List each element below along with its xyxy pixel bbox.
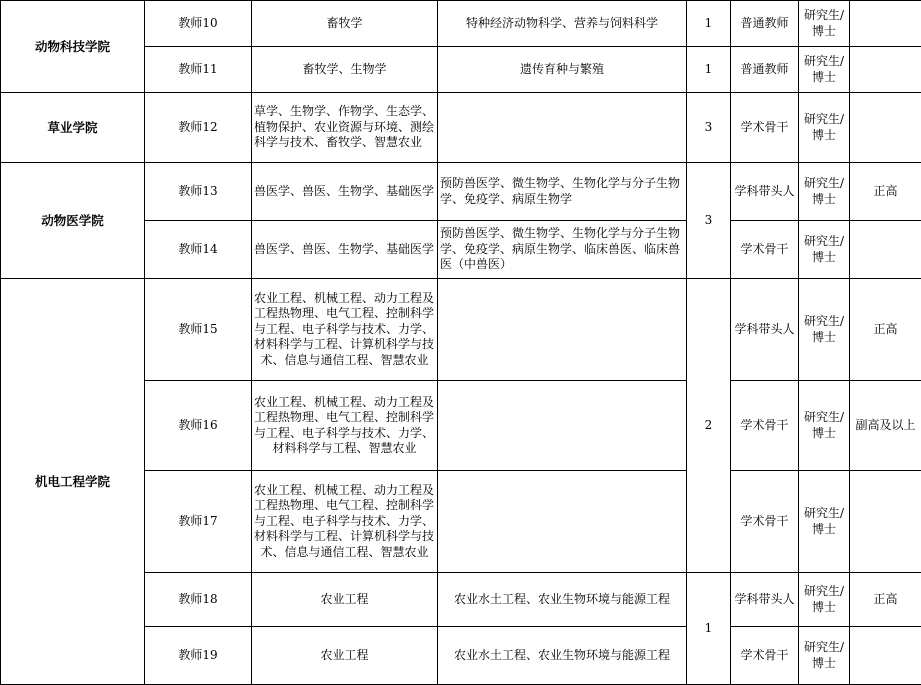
title-requirement bbox=[850, 47, 921, 93]
degree-requirement: 研究生/博士 bbox=[799, 471, 850, 573]
degree-requirement: 研究生/博士 bbox=[799, 573, 850, 627]
headcount: 2 bbox=[687, 279, 731, 573]
title-requirement bbox=[850, 627, 921, 685]
undergrad-major: 农业工程、机械工程、动力工程及工程热物理、电气工程、控制科学与工程、电子科学与技术、力学、材料科学与工程、计算机科学与技术、信息与通信工程、智慧农业 bbox=[252, 279, 438, 381]
grad-major bbox=[438, 381, 687, 471]
title-requirement bbox=[850, 1, 921, 47]
degree-requirement: 研究生/博士 bbox=[799, 279, 850, 381]
title-requirement bbox=[850, 221, 921, 279]
grad-major: 农业水土工程、农业生物环境与能源工程 bbox=[438, 573, 687, 627]
college-name: 机电工程学院 bbox=[1, 279, 145, 685]
grad-major: 特种经济动物科学、营养与饲料科学 bbox=[438, 1, 687, 47]
position-type: 学术骨干 bbox=[731, 381, 799, 471]
undergrad-major: 农业工程、机械工程、动力工程及工程热物理、电气工程、控制科学与工程、电子科学与技术、力学、材料科学与工程、智慧农业 bbox=[252, 381, 438, 471]
college-name: 草业学院 bbox=[1, 93, 145, 163]
position-type: 普通教师 bbox=[731, 47, 799, 93]
position-type: 学科带头人 bbox=[731, 279, 799, 381]
degree-requirement: 研究生/博士 bbox=[799, 1, 850, 47]
undergrad-major: 草学、生物学、作物学、生态学、植物保护、农业资源与环境、测绘科学与技术、畜牧学、智慧农业 bbox=[252, 93, 438, 163]
position-type: 普通教师 bbox=[731, 1, 799, 47]
title-requirement bbox=[850, 93, 921, 163]
teacher-name: 教师11 bbox=[145, 47, 252, 93]
college-name: 动物医学院 bbox=[1, 163, 145, 279]
undergrad-major: 兽医学、兽医、生物学、基础医学 bbox=[252, 221, 438, 279]
degree-requirement: 研究生/博士 bbox=[799, 93, 850, 163]
position-type: 学科带头人 bbox=[731, 163, 799, 221]
grad-major: 预防兽医学、微生物学、生物化学与分子生物学、免疫学、病原生物学 bbox=[438, 163, 687, 221]
title-requirement bbox=[850, 471, 921, 573]
title-requirement: 副高及以上 bbox=[850, 381, 921, 471]
position-type: 学术骨干 bbox=[731, 221, 799, 279]
undergrad-major: 农业工程、机械工程、动力工程及工程热物理、电气工程、控制科学与工程、电子科学与技术、力学、材料科学与工程、计算机科学与技术、信息与通信工程、智慧农业 bbox=[252, 471, 438, 573]
headcount: 1 bbox=[687, 47, 731, 93]
title-requirement: 正高 bbox=[850, 163, 921, 221]
teacher-name: 教师16 bbox=[145, 381, 252, 471]
position-type: 学科带头人 bbox=[731, 573, 799, 627]
table-row bbox=[1, 279, 921, 381]
teacher-name: 教师15 bbox=[145, 279, 252, 381]
undergrad-major: 畜牧学、生物学 bbox=[252, 47, 438, 93]
undergrad-major: 畜牧学 bbox=[252, 1, 438, 47]
college-name: 动物科技学院 bbox=[1, 1, 145, 93]
undergrad-major: 农业工程 bbox=[252, 573, 438, 627]
grad-major: 农业水土工程、农业生物环境与能源工程 bbox=[438, 627, 687, 685]
undergrad-major: 兽医学、兽医、生物学、基础医学 bbox=[252, 163, 438, 221]
table-row bbox=[1, 93, 921, 163]
degree-requirement: 研究生/博士 bbox=[799, 381, 850, 471]
degree-requirement: 研究生/博士 bbox=[799, 221, 850, 279]
position-type: 学术骨干 bbox=[731, 93, 799, 163]
grad-major bbox=[438, 279, 687, 381]
title-requirement: 正高 bbox=[850, 573, 921, 627]
grad-major bbox=[438, 93, 687, 163]
headcount: 1 bbox=[687, 573, 731, 685]
table-row bbox=[1, 1, 921, 47]
teacher-name: 教师14 bbox=[145, 221, 252, 279]
headcount: 3 bbox=[687, 93, 731, 163]
undergrad-major: 农业工程 bbox=[252, 627, 438, 685]
headcount: 3 bbox=[687, 163, 731, 279]
teacher-name: 教师10 bbox=[145, 1, 252, 47]
title-requirement: 正高 bbox=[850, 279, 921, 381]
headcount: 1 bbox=[687, 1, 731, 47]
grad-major: 遗传育种与繁殖 bbox=[438, 47, 687, 93]
degree-requirement: 研究生/博士 bbox=[799, 163, 850, 221]
degree-requirement: 研究生/博士 bbox=[799, 627, 850, 685]
position-type: 学术骨干 bbox=[731, 627, 799, 685]
teacher-name: 教师13 bbox=[145, 163, 252, 221]
position-type: 学术骨干 bbox=[731, 471, 799, 573]
teacher-name: 教师18 bbox=[145, 573, 252, 627]
teacher-name: 教师17 bbox=[145, 471, 252, 573]
degree-requirement: 研究生/博士 bbox=[799, 47, 850, 93]
grad-major: 预防兽医学、微生物学、生物化学与分子生物学、免疫学、病原生物学、临床兽医、临床兽医（中兽医） bbox=[438, 221, 687, 279]
teacher-name: 教师19 bbox=[145, 627, 252, 685]
table-row bbox=[1, 163, 921, 221]
teacher-name: 教师12 bbox=[145, 93, 252, 163]
grad-major bbox=[438, 471, 687, 573]
